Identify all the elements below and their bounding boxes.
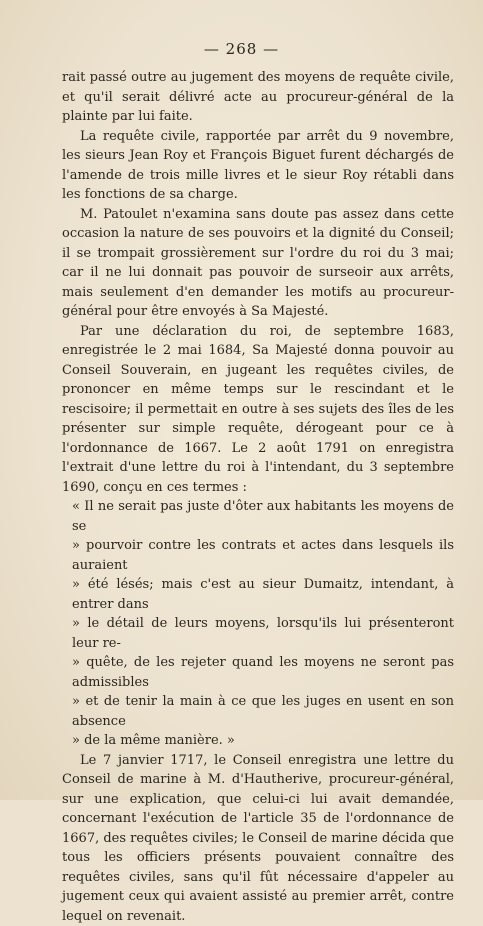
quote-line-7: » de la même manière. » bbox=[72, 731, 454, 751]
letter-quotation bbox=[62, 497, 454, 751]
paragraph-patoulet: M. Patoulet n'examina sans doute pas assez dans cette occasion la nature de ses pouvoirs et la dignité du Conseil; il se trompait grossièrement sur l'ordre du roi du 3 mai; car il ne lui donnait pas pouvoir de surseoir aux arrêts, mais seulement d'en demander les motifs au procureur-général pour être envoyés à Sa Majesté. bbox=[62, 205, 454, 322]
quote-line-3: » été lésés; mais c'est au sieur Dumaitz, intendant, à entrer dans bbox=[72, 575, 454, 614]
paragraph-declaration: Par une déclaration du roi, de septembre 1683, enregistrée le 2 mai 1684, Sa Majesté donna pouvoir au Conseil Souverain, en jugeant les requêtes civiles, de prononcer en même temps sur le rescindant et le rescisoire; il permettait en outre à ses sujets des îles de les présenter sur simple requête, dérogeant pour ce à l'ordonnance de 1667. Le 2 août 1791 on enregistra l'extrait d'une lettre du roi à l'intendant, du 3 septembre 1690, conçu en ces termes : bbox=[62, 322, 454, 498]
quote-line-4: » le détail de leurs moyens, lorsqu'ils lui présenteront leur re- bbox=[72, 614, 454, 653]
paragraph-conseil-marine: Le 7 janvier 1717, le Conseil enregistra une lettre du Conseil de marine à M. d'Hautherive, procureur-général, sur une explication, que celui-ci lui avait demandée, concernant l'exécution de l'article 35 de l'ordonnance de 1667, des requêtes civiles; le Conseil de marine décida que tous les officiers présents pouvaient connaître des requêtes civiles, sans qu'il fût nécessaire d'appeler au jugement ceux qui avaient assisté au premier arrêt, contre lequel on revenait. bbox=[62, 751, 454, 926]
quote-line-2: » pourvoir contre les contrats et actes dans lesquels ils auraient bbox=[72, 536, 454, 575]
quote-line-6: » et de tenir la main à ce que les juges en usent en son absence bbox=[72, 692, 454, 731]
quote-line-5: » quête, de les rejeter quand les moyens ne seront pas admissibles bbox=[72, 653, 454, 692]
paragraph-continuation: rait passé outre au jugement des moyens de requête civile, et qu'il serait délivré acte au procureur-général de la plainte par lui faite. bbox=[62, 68, 454, 127]
quote-line-1: « Il ne serait pas juste d'ôter aux habitants les moyens de se bbox=[72, 497, 454, 536]
paragraph-requete-civile: La requête civile, rapportée par arrêt du 9 novembre, les sieurs Jean Roy et François Biguet furent déchargés de l'amende de trois mille livres et le sieur Roy rétabli dans les fonctions de sa charge. bbox=[62, 127, 454, 205]
body-text bbox=[62, 68, 454, 926]
page-number: — 268 — bbox=[0, 40, 483, 58]
